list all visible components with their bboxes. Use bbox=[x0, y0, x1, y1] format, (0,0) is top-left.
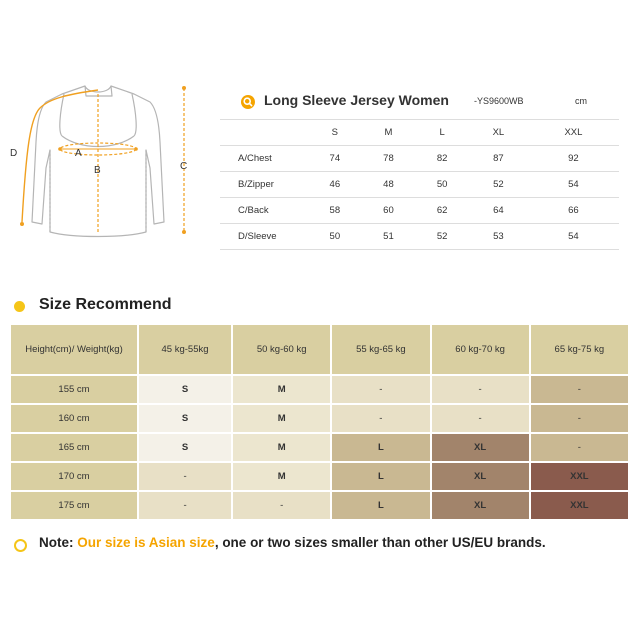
weight-column-header: 60 kg-70 kg bbox=[432, 325, 529, 374]
measurement-cell: 62 bbox=[415, 198, 469, 224]
height-weight-corner: Height(cm)/ Weight(kg) bbox=[11, 325, 137, 374]
measurement-unit: cm bbox=[575, 96, 587, 106]
measurement-title: Long Sleeve Jersey Women bbox=[264, 92, 449, 108]
dimension-label-d: D bbox=[10, 148, 18, 159]
size-column-header: XL bbox=[469, 120, 528, 146]
dimension-label-c: C bbox=[180, 161, 188, 172]
height-label: 175 cm bbox=[11, 492, 137, 519]
size-cell: L bbox=[332, 434, 429, 461]
measurement-row-label: D/Sleeve bbox=[220, 224, 308, 250]
measurement-cell: 52 bbox=[415, 224, 469, 250]
jersey-diagram bbox=[0, 72, 220, 247]
size-cell: - bbox=[531, 376, 628, 403]
height-label: 170 cm bbox=[11, 463, 137, 490]
bullet-dot-icon bbox=[14, 301, 25, 312]
measurement-header-row bbox=[220, 120, 619, 146]
measurement-cell: 50 bbox=[308, 224, 362, 250]
weight-column-header: 65 kg-75 kg bbox=[531, 325, 628, 374]
size-cell: - bbox=[531, 405, 628, 432]
size-cell: - bbox=[233, 492, 330, 519]
magnifier-icon bbox=[240, 94, 256, 110]
weight-column-header: 50 kg-60 kg bbox=[233, 325, 330, 374]
height-row bbox=[11, 463, 628, 490]
size-cell: S bbox=[139, 434, 231, 461]
weight-column-header: 55 kg-65 kg bbox=[332, 325, 429, 374]
measurement-cell: 50 bbox=[415, 172, 469, 198]
height-label: 165 cm bbox=[11, 434, 137, 461]
measurement-cell: 82 bbox=[415, 146, 469, 172]
size-column-header: XXL bbox=[528, 120, 619, 146]
measurement-row-label: A/Chest bbox=[220, 146, 308, 172]
measurement-cell: 64 bbox=[469, 198, 528, 224]
height-row bbox=[11, 434, 628, 461]
size-cell: - bbox=[332, 376, 429, 403]
size-cell: - bbox=[139, 463, 231, 490]
measurement-cell: 53 bbox=[469, 224, 528, 250]
size-recommend-title: Size Recommend bbox=[39, 296, 172, 313]
height-row bbox=[11, 376, 628, 403]
size-cell: - bbox=[139, 492, 231, 519]
measurement-row bbox=[220, 224, 619, 250]
size-column-header: M bbox=[362, 120, 416, 146]
measurement-cell: 78 bbox=[362, 146, 416, 172]
measurement-corner bbox=[220, 120, 308, 146]
size-cell: XL bbox=[432, 463, 529, 490]
bullet-ring-icon bbox=[14, 539, 27, 552]
size-cell: XXL bbox=[531, 492, 628, 519]
size-cell: S bbox=[139, 405, 231, 432]
size-cell: - bbox=[432, 405, 529, 432]
note-suffix: , one or two sizes smaller than other US/EU brands. bbox=[214, 535, 546, 550]
product-code: -YS9600WB bbox=[474, 96, 524, 106]
size-cell: M bbox=[233, 376, 330, 403]
measurement-cell: 52 bbox=[469, 172, 528, 198]
measurement-cell: 46 bbox=[308, 172, 362, 198]
dimension-label-b: B bbox=[94, 165, 101, 176]
size-cell: M bbox=[233, 405, 330, 432]
size-column-header: S bbox=[308, 120, 362, 146]
measurement-cell: 54 bbox=[528, 172, 619, 198]
measurement-cell: 66 bbox=[528, 198, 619, 224]
weight-header-row bbox=[11, 325, 628, 374]
measurement-cell: 60 bbox=[362, 198, 416, 224]
size-recommend-header bbox=[14, 296, 314, 318]
height-label: 155 cm bbox=[11, 376, 137, 403]
measurement-row bbox=[220, 146, 619, 172]
size-cell: - bbox=[531, 434, 628, 461]
size-cell: M bbox=[233, 434, 330, 461]
size-cell: S bbox=[139, 376, 231, 403]
note-highlight: Our size is Asian size bbox=[77, 535, 215, 550]
dimension-label-a: A bbox=[75, 148, 82, 159]
measurement-row bbox=[220, 172, 619, 198]
measurement-cell: 54 bbox=[528, 224, 619, 250]
weight-column-header: 45 kg-55kg bbox=[139, 325, 231, 374]
measurement-cell: 74 bbox=[308, 146, 362, 172]
measurement-cell: 51 bbox=[362, 224, 416, 250]
measurement-cell: 92 bbox=[528, 146, 619, 172]
size-cell: L bbox=[332, 492, 429, 519]
size-cell: L bbox=[332, 463, 429, 490]
measurement-header bbox=[238, 92, 618, 114]
size-column-header: L bbox=[415, 120, 469, 146]
size-cell: - bbox=[332, 405, 429, 432]
size-cell: XL bbox=[432, 492, 529, 519]
measurement-table bbox=[220, 119, 619, 250]
size-cell: XXL bbox=[531, 463, 628, 490]
size-cell: M bbox=[233, 463, 330, 490]
note-text bbox=[39, 535, 546, 550]
measurement-cell: 58 bbox=[308, 198, 362, 224]
height-label: 160 cm bbox=[11, 405, 137, 432]
measurement-cell: 48 bbox=[362, 172, 416, 198]
measurement-cell: 87 bbox=[469, 146, 528, 172]
size-cell: - bbox=[432, 376, 529, 403]
note-prefix: Note: bbox=[39, 535, 78, 550]
measurement-row-label: B/Zipper bbox=[220, 172, 308, 198]
size-note bbox=[14, 535, 634, 557]
height-row bbox=[11, 492, 628, 519]
measurement-row bbox=[220, 198, 619, 224]
measurement-row-label: C/Back bbox=[220, 198, 308, 224]
height-row bbox=[11, 405, 628, 432]
size-cell: XL bbox=[432, 434, 529, 461]
size-recommend-table bbox=[9, 323, 630, 521]
